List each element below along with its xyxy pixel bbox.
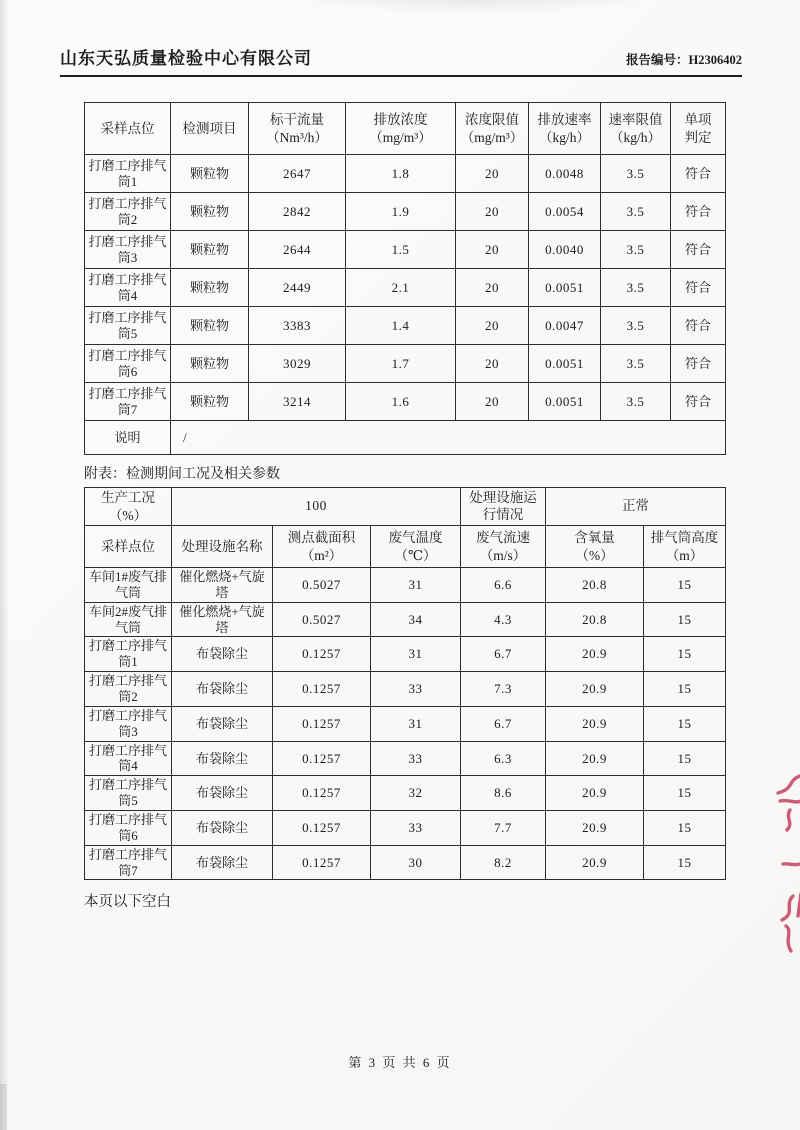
emission-concentration-cell: 1.8 (346, 155, 456, 193)
operating-conditions-table (84, 487, 726, 880)
table2-header-cell (172, 526, 273, 568)
rate-limit-cell: 3.5 (601, 345, 671, 383)
production-condition-label (85, 488, 172, 526)
verdict-cell: 符合 (671, 155, 726, 193)
column-title: 含氧量 (574, 530, 615, 546)
stack-height-cell: 15 (644, 672, 726, 707)
verdict-cell: 符合 (671, 307, 726, 345)
gas-velocity-cell: 7.3 (461, 672, 546, 707)
cross-section-area-cell: 0.5027 (273, 568, 371, 603)
column-title: 采样点位 (101, 538, 155, 554)
column-unit: （mg/m³） (369, 129, 432, 145)
sampling-point-cell: 打磨工序排气筒7 (85, 845, 172, 880)
treatment-facility-cell: 布袋除尘 (172, 706, 273, 741)
verdict-cell: 符合 (671, 231, 726, 269)
gas-velocity-cell: 6.3 (461, 741, 546, 776)
column-title: 标干流量 (270, 112, 324, 128)
report-header (60, 44, 742, 69)
rate-limit-cell: 3.5 (601, 269, 671, 307)
table1-data-row (85, 269, 726, 307)
emission-concentration-cell: 2.1 (346, 269, 456, 307)
column-title: 单项 (684, 112, 712, 128)
column-title: 测点截面积 (287, 530, 356, 546)
gas-velocity-cell: 4.3 (461, 602, 546, 637)
table2-data-row (85, 845, 726, 880)
sampling-point-cell: 打磨工序排气筒4 (85, 269, 171, 307)
sampling-point-cell: 打磨工序排气筒4 (85, 741, 172, 776)
dry-flow-cell: 3214 (249, 383, 346, 421)
verdict-cell: 符合 (671, 269, 726, 307)
concentration-limit-cell: 20 (456, 193, 529, 231)
table1-header-cell (671, 103, 726, 155)
gas-velocity-cell: 8.6 (461, 776, 546, 811)
table2-header-cell (546, 526, 644, 568)
column-unit: （m） (665, 547, 704, 563)
oxygen-content-cell: 20.8 (546, 568, 644, 603)
stack-height-cell: 15 (644, 706, 726, 741)
stack-height-cell: 15 (644, 845, 726, 880)
test-item-cell: 颗粒物 (171, 231, 249, 269)
oxygen-content-cell: 20.9 (546, 706, 644, 741)
note-row (85, 421, 726, 455)
table2-header-row (85, 526, 726, 568)
test-item-cell: 颗粒物 (171, 345, 249, 383)
concentration-limit-cell: 20 (456, 231, 529, 269)
table2-data-row (85, 568, 726, 603)
emission-rate-cell: 0.0051 (529, 269, 601, 307)
page-footer: 第 3 页 共 6 页 (348, 1055, 452, 1070)
gas-temperature-cell: 33 (371, 672, 461, 707)
column-unit: （Nm³/h） (266, 129, 328, 145)
note-value-cell: / (171, 421, 726, 455)
rate-limit-cell: 3.5 (601, 383, 671, 421)
emission-rate-cell: 0.0047 (529, 307, 601, 345)
table1-data-row (85, 155, 726, 193)
gas-temperature-cell: 32 (371, 776, 461, 811)
test-item-cell: 颗粒物 (171, 155, 249, 193)
column-unit: （℃） (394, 547, 437, 563)
treatment-facility-cell: 布袋除尘 (172, 811, 273, 846)
emission-results-table (84, 102, 726, 455)
dry-flow-cell: 3029 (249, 345, 346, 383)
verdict-cell: 符合 (671, 193, 726, 231)
oxygen-content-cell: 20.9 (546, 637, 644, 672)
treatment-facility-cell: 布袋除尘 (172, 637, 273, 672)
stack-height-cell: 15 (644, 741, 726, 776)
column-unit: 判定 (684, 129, 712, 145)
sampling-point-cell: 打磨工序排气筒6 (85, 811, 172, 846)
table2-data-row (85, 672, 726, 707)
sampling-point-cell: 打磨工序排气筒1 (85, 155, 171, 193)
test-item-cell: 颗粒物 (171, 383, 249, 421)
cross-section-area-cell: 0.1257 (273, 706, 371, 741)
table2-header-cell (461, 526, 546, 568)
column-title: 废气流速 (476, 530, 531, 546)
column-title: 浓度限值 (465, 112, 519, 128)
rate-limit-cell: 3.5 (601, 193, 671, 231)
sampling-point-cell: 车间2#废气排气筒 (85, 602, 172, 637)
table2-data-row (85, 811, 726, 846)
gas-velocity-cell: 8.2 (461, 845, 546, 880)
concentration-limit-cell: 20 (456, 307, 529, 345)
table1-header-row (85, 103, 726, 155)
concentration-limit-cell: 20 (456, 155, 529, 193)
table1-data-row (85, 193, 726, 231)
emission-rate-cell: 0.0040 (529, 231, 601, 269)
table1-header-cell (346, 103, 456, 155)
oxygen-content-cell: 20.9 (546, 845, 644, 880)
gas-temperature-cell: 31 (371, 637, 461, 672)
table2-header-cell (85, 526, 172, 568)
gas-temperature-cell: 33 (371, 741, 461, 776)
treatment-facility-cell: 布袋除尘 (172, 776, 273, 811)
emission-rate-cell: 0.0051 (529, 345, 601, 383)
column-unit: （kg/h） (538, 129, 590, 145)
concentration-limit-cell: 20 (456, 269, 529, 307)
production-condition-value: 100 (172, 488, 461, 526)
table2-data-row (85, 741, 726, 776)
table2-data-row (85, 776, 726, 811)
stack-height-cell: 15 (644, 811, 726, 846)
note-label-cell: 说明 (85, 421, 171, 455)
column-title: 排放浓度 (373, 112, 428, 128)
facility-status-value: 正常 (546, 488, 726, 526)
treatment-facility-cell: 布袋除尘 (172, 672, 273, 707)
table1-data-row (85, 307, 726, 345)
treatment-facility-cell: 布袋除尘 (172, 845, 273, 880)
facility-status-label: 处理设施运行情况 (461, 488, 546, 526)
test-item-cell: 颗粒物 (171, 193, 249, 231)
gas-temperature-cell: 30 (371, 845, 461, 880)
cross-section-area-cell: 0.1257 (273, 845, 371, 880)
column-title: 检测项目 (182, 120, 237, 136)
report-number-label: 报告编号： (626, 53, 689, 67)
oxygen-content-cell: 20.9 (546, 776, 644, 811)
table1-data-row (85, 231, 726, 269)
table1-header-cell (249, 103, 346, 155)
sampling-point-cell: 打磨工序排气筒2 (85, 193, 171, 231)
table1-header-cell (601, 103, 671, 155)
gas-velocity-cell: 7.7 (461, 811, 546, 846)
cross-section-area-cell: 0.5027 (273, 602, 371, 637)
table1-header-cell (529, 103, 601, 155)
emission-concentration-cell: 1.5 (346, 231, 456, 269)
dry-flow-cell: 3383 (249, 307, 346, 345)
table1-header-cell (85, 103, 171, 155)
scan-corner-mark (0, 1084, 7, 1130)
condition-label-unit: （%） (108, 507, 148, 523)
gas-velocity-cell: 6.7 (461, 637, 546, 672)
red-stamp-fragment-icon (765, 768, 800, 958)
stack-height-cell: 15 (644, 776, 726, 811)
treatment-facility-cell: 催化燃烧+气旋塔 (172, 602, 273, 637)
table2-data-row (85, 637, 726, 672)
verdict-cell: 符合 (671, 345, 726, 383)
treatment-facility-cell: 催化燃烧+气旋塔 (172, 568, 273, 603)
emission-concentration-cell: 1.4 (346, 307, 456, 345)
gas-velocity-cell: 6.7 (461, 706, 546, 741)
table1-header-cell (171, 103, 249, 155)
gas-temperature-cell: 34 (371, 602, 461, 637)
emission-concentration-cell: 1.7 (346, 345, 456, 383)
gas-temperature-cell: 33 (371, 811, 461, 846)
closing-note: 本页以下空白 (84, 894, 171, 911)
condition-label-title: 生产工况 (101, 490, 155, 506)
table1-data-row (85, 345, 726, 383)
table1-body (85, 155, 726, 421)
cross-section-area-cell: 0.1257 (273, 672, 371, 707)
table1-header-cell (456, 103, 529, 155)
table2-data-row (85, 602, 726, 637)
gas-velocity-cell: 6.6 (461, 568, 546, 603)
rate-limit-cell: 3.5 (601, 307, 671, 345)
verdict-cell: 符合 (671, 383, 726, 421)
dry-flow-cell: 2647 (249, 155, 346, 193)
cross-section-area-cell: 0.1257 (273, 741, 371, 776)
sampling-point-cell: 打磨工序排气筒6 (85, 345, 171, 383)
column-unit: （kg/h） (609, 129, 661, 145)
table2-header-cell (644, 526, 726, 568)
table2-data-row (85, 706, 726, 741)
stack-height-cell: 15 (644, 602, 726, 637)
column-title: 排放速率 (537, 112, 592, 128)
column-unit: （%） (575, 547, 614, 563)
gas-temperature-cell: 31 (371, 568, 461, 603)
condition-row (85, 488, 726, 526)
stack-height-cell: 15 (644, 637, 726, 672)
treatment-facility-cell: 布袋除尘 (172, 741, 273, 776)
sampling-point-cell: 打磨工序排气筒5 (85, 776, 172, 811)
cross-section-area-cell: 0.1257 (273, 811, 371, 846)
dry-flow-cell: 2842 (249, 193, 346, 231)
column-title: 采样点位 (100, 120, 155, 136)
scan-smudge (300, 0, 640, 12)
sampling-point-cell: 打磨工序排气筒3 (85, 231, 171, 269)
dry-flow-cell: 2449 (249, 269, 346, 307)
emission-concentration-cell: 1.9 (346, 193, 456, 231)
sampling-point-cell: 打磨工序排气筒1 (85, 637, 172, 672)
gas-temperature-cell: 31 (371, 706, 461, 741)
stack-height-cell: 15 (644, 568, 726, 603)
cross-section-area-cell: 0.1257 (273, 637, 371, 672)
sampling-point-cell: 打磨工序排气筒5 (85, 307, 171, 345)
table2-header-cell (273, 526, 371, 568)
concentration-limit-cell: 20 (456, 345, 529, 383)
table2-body (85, 568, 726, 880)
scan-edge-shadow (0, 0, 9, 1130)
oxygen-content-cell: 20.8 (546, 602, 644, 637)
concentration-limit-cell: 20 (456, 383, 529, 421)
emission-rate-cell: 0.0054 (529, 193, 601, 231)
column-title: 速率限值 (608, 112, 663, 128)
rate-limit-cell: 3.5 (601, 231, 671, 269)
sampling-point-cell: 打磨工序排气筒7 (85, 383, 171, 421)
report-number-value: H2306402 (688, 53, 742, 67)
column-title: 排气筒高度 (650, 530, 719, 546)
column-unit: （mg/m³） (460, 129, 524, 145)
test-item-cell: 颗粒物 (171, 307, 249, 345)
sampling-point-cell: 打磨工序排气筒3 (85, 706, 172, 741)
emission-rate-cell: 0.0051 (529, 383, 601, 421)
appendix-caption: 附表：检测期间工况及相关参数 (84, 467, 280, 482)
sampling-point-cell: 打磨工序排气筒2 (85, 672, 172, 707)
sampling-point-cell: 车间1#废气排气筒 (85, 568, 172, 603)
oxygen-content-cell: 20.9 (546, 672, 644, 707)
dry-flow-cell: 2644 (249, 231, 346, 269)
oxygen-content-cell: 20.9 (546, 811, 644, 846)
oxygen-content-cell: 20.9 (546, 741, 644, 776)
column-title: 处理设施名称 (181, 538, 263, 554)
header-rule (60, 75, 742, 77)
report-number (626, 50, 742, 69)
table1-data-row (85, 383, 726, 421)
rate-limit-cell: 3.5 (601, 155, 671, 193)
column-unit: （m²） (300, 547, 343, 563)
emission-rate-cell: 0.0048 (529, 155, 601, 193)
column-unit: （m/s） (479, 547, 527, 563)
emission-concentration-cell: 1.6 (346, 383, 456, 421)
table2-header-cell (371, 526, 461, 568)
cross-section-area-cell: 0.1257 (273, 776, 371, 811)
column-title: 废气温度 (388, 530, 443, 546)
company-name: 山东天弘质量检验中心有限公司 (60, 49, 312, 68)
test-item-cell: 颗粒物 (171, 269, 249, 307)
